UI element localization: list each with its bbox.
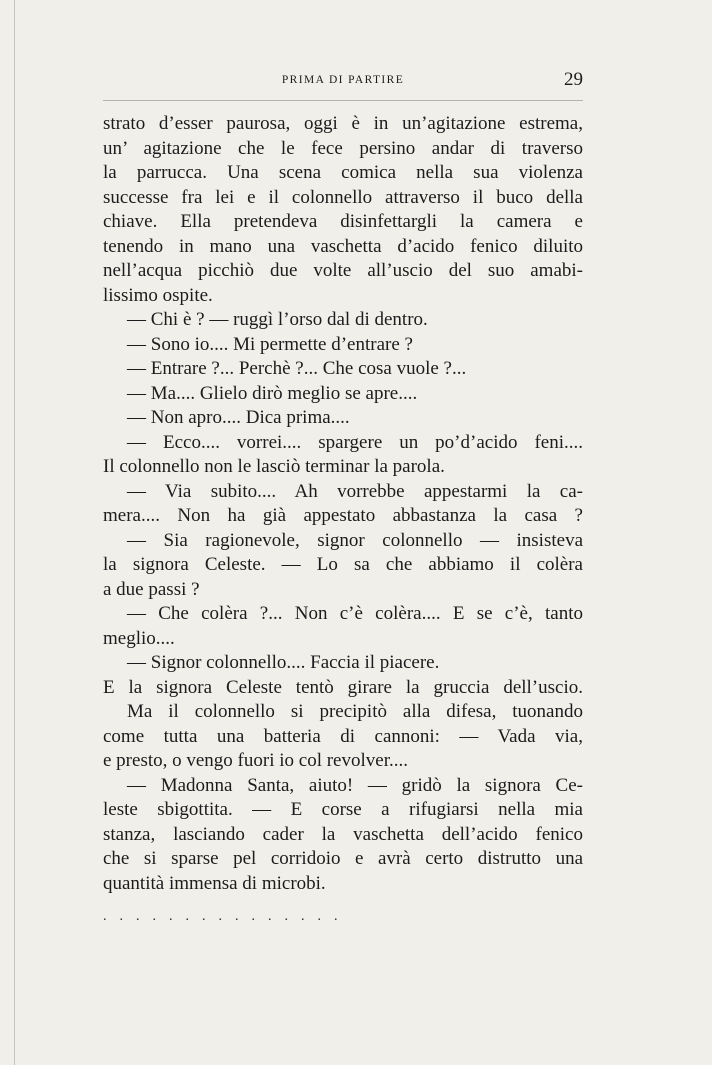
running-head-title: PRIMA DI PARTIRE — [281, 74, 405, 86]
text-line: un’ agitazione che le fece persino andar di traverso — [103, 137, 583, 159]
text-line: quantità immensa di microbi. — [103, 872, 326, 894]
text-line: — Sia ragionevole, signor colonnello — insisteva — [127, 529, 583, 551]
text-line: leste sbigottita. — E corse a rifugiarsi nella mia — [103, 799, 583, 820]
page-edge — [14, 0, 15, 1065]
text-line: — Madonna Santa, aiuto! — gridò la signora Ce- — [127, 774, 583, 796]
text-line: la signora Celeste. — Lo sa che abbiamo il colèra — [103, 554, 583, 575]
text-line: — Non apro.... Dica prima.... — [127, 407, 350, 428]
text-line: strato d’esser paurosa, oggi è in un’agitazione estrema, — [103, 113, 583, 134]
text-line: — Entrare ?... Perchè ?... Che cosa vuole ?... — [127, 358, 467, 379]
text-line: come tutta una batteria di cannoni: — Vada via, — [103, 725, 583, 747]
page-number: 29 — [564, 69, 583, 90]
text-body — [103, 112, 583, 896]
text-line: tenendo in mano una vaschetta d’acido fenico diluito — [103, 235, 583, 257]
text-line: — Signor colonnello.... Faccia il piacere. — [127, 652, 440, 673]
text-line: Il colonnello non le lasciò terminar la parola. — [103, 456, 445, 477]
text-line: stanza, lasciando cader la vaschetta dell’acido fenico — [103, 823, 583, 845]
text-line: nell’acqua picchiò due volte all’uscio del suo amabi- — [103, 260, 583, 281]
text-line: che si sparse pel corridoio e avrà certo distrutto una — [103, 848, 583, 869]
text-line: chiave. Ella pretendeva disinfettargli la camera e — [103, 211, 583, 232]
text-line: Ma il colonnello si precipitò alla difesa, tuonando — [127, 701, 583, 722]
text-line: — Chi è ? — ruggì l’orso dal di dentro. — [127, 309, 428, 330]
text-line: — Ecco.... vorrei.... spargere un po’d’acido feni.... — [127, 431, 583, 453]
text-line: successe fra lei e il colonnello attraverso il buco della — [103, 186, 583, 208]
text-line: — Ma.... Glielo dirò meglio se apre.... — [127, 382, 418, 404]
header-rule — [103, 100, 583, 101]
text-line: a due passi ? — [103, 578, 200, 600]
text-line: E la signora Celeste tentò girare la gruccia dell’uscio. — [103, 676, 583, 698]
text-line: — Sono io.... Mi permette d’entrare ? — [127, 333, 413, 355]
text-line: lissimo ospite. — [103, 284, 213, 306]
text-line: la parrucca. Una scena comica nella sua violenza — [103, 162, 583, 183]
text-line: meglio.... — [103, 627, 175, 649]
ellipsis-row: ............... — [103, 909, 351, 924]
text-line: — Che colèra ?... Non c’è colèra.... E se c’è, tanto — [127, 603, 583, 624]
text-line: e presto, o vengo fuori io col revolver.... — [103, 750, 408, 771]
text-line: — Via subito.... Ah vorrebbe appestarmi la ca- — [127, 480, 583, 502]
text-line: mera.... Non ha già appestato abbastanza la casa ? — [103, 505, 583, 526]
running-head — [103, 66, 583, 96]
